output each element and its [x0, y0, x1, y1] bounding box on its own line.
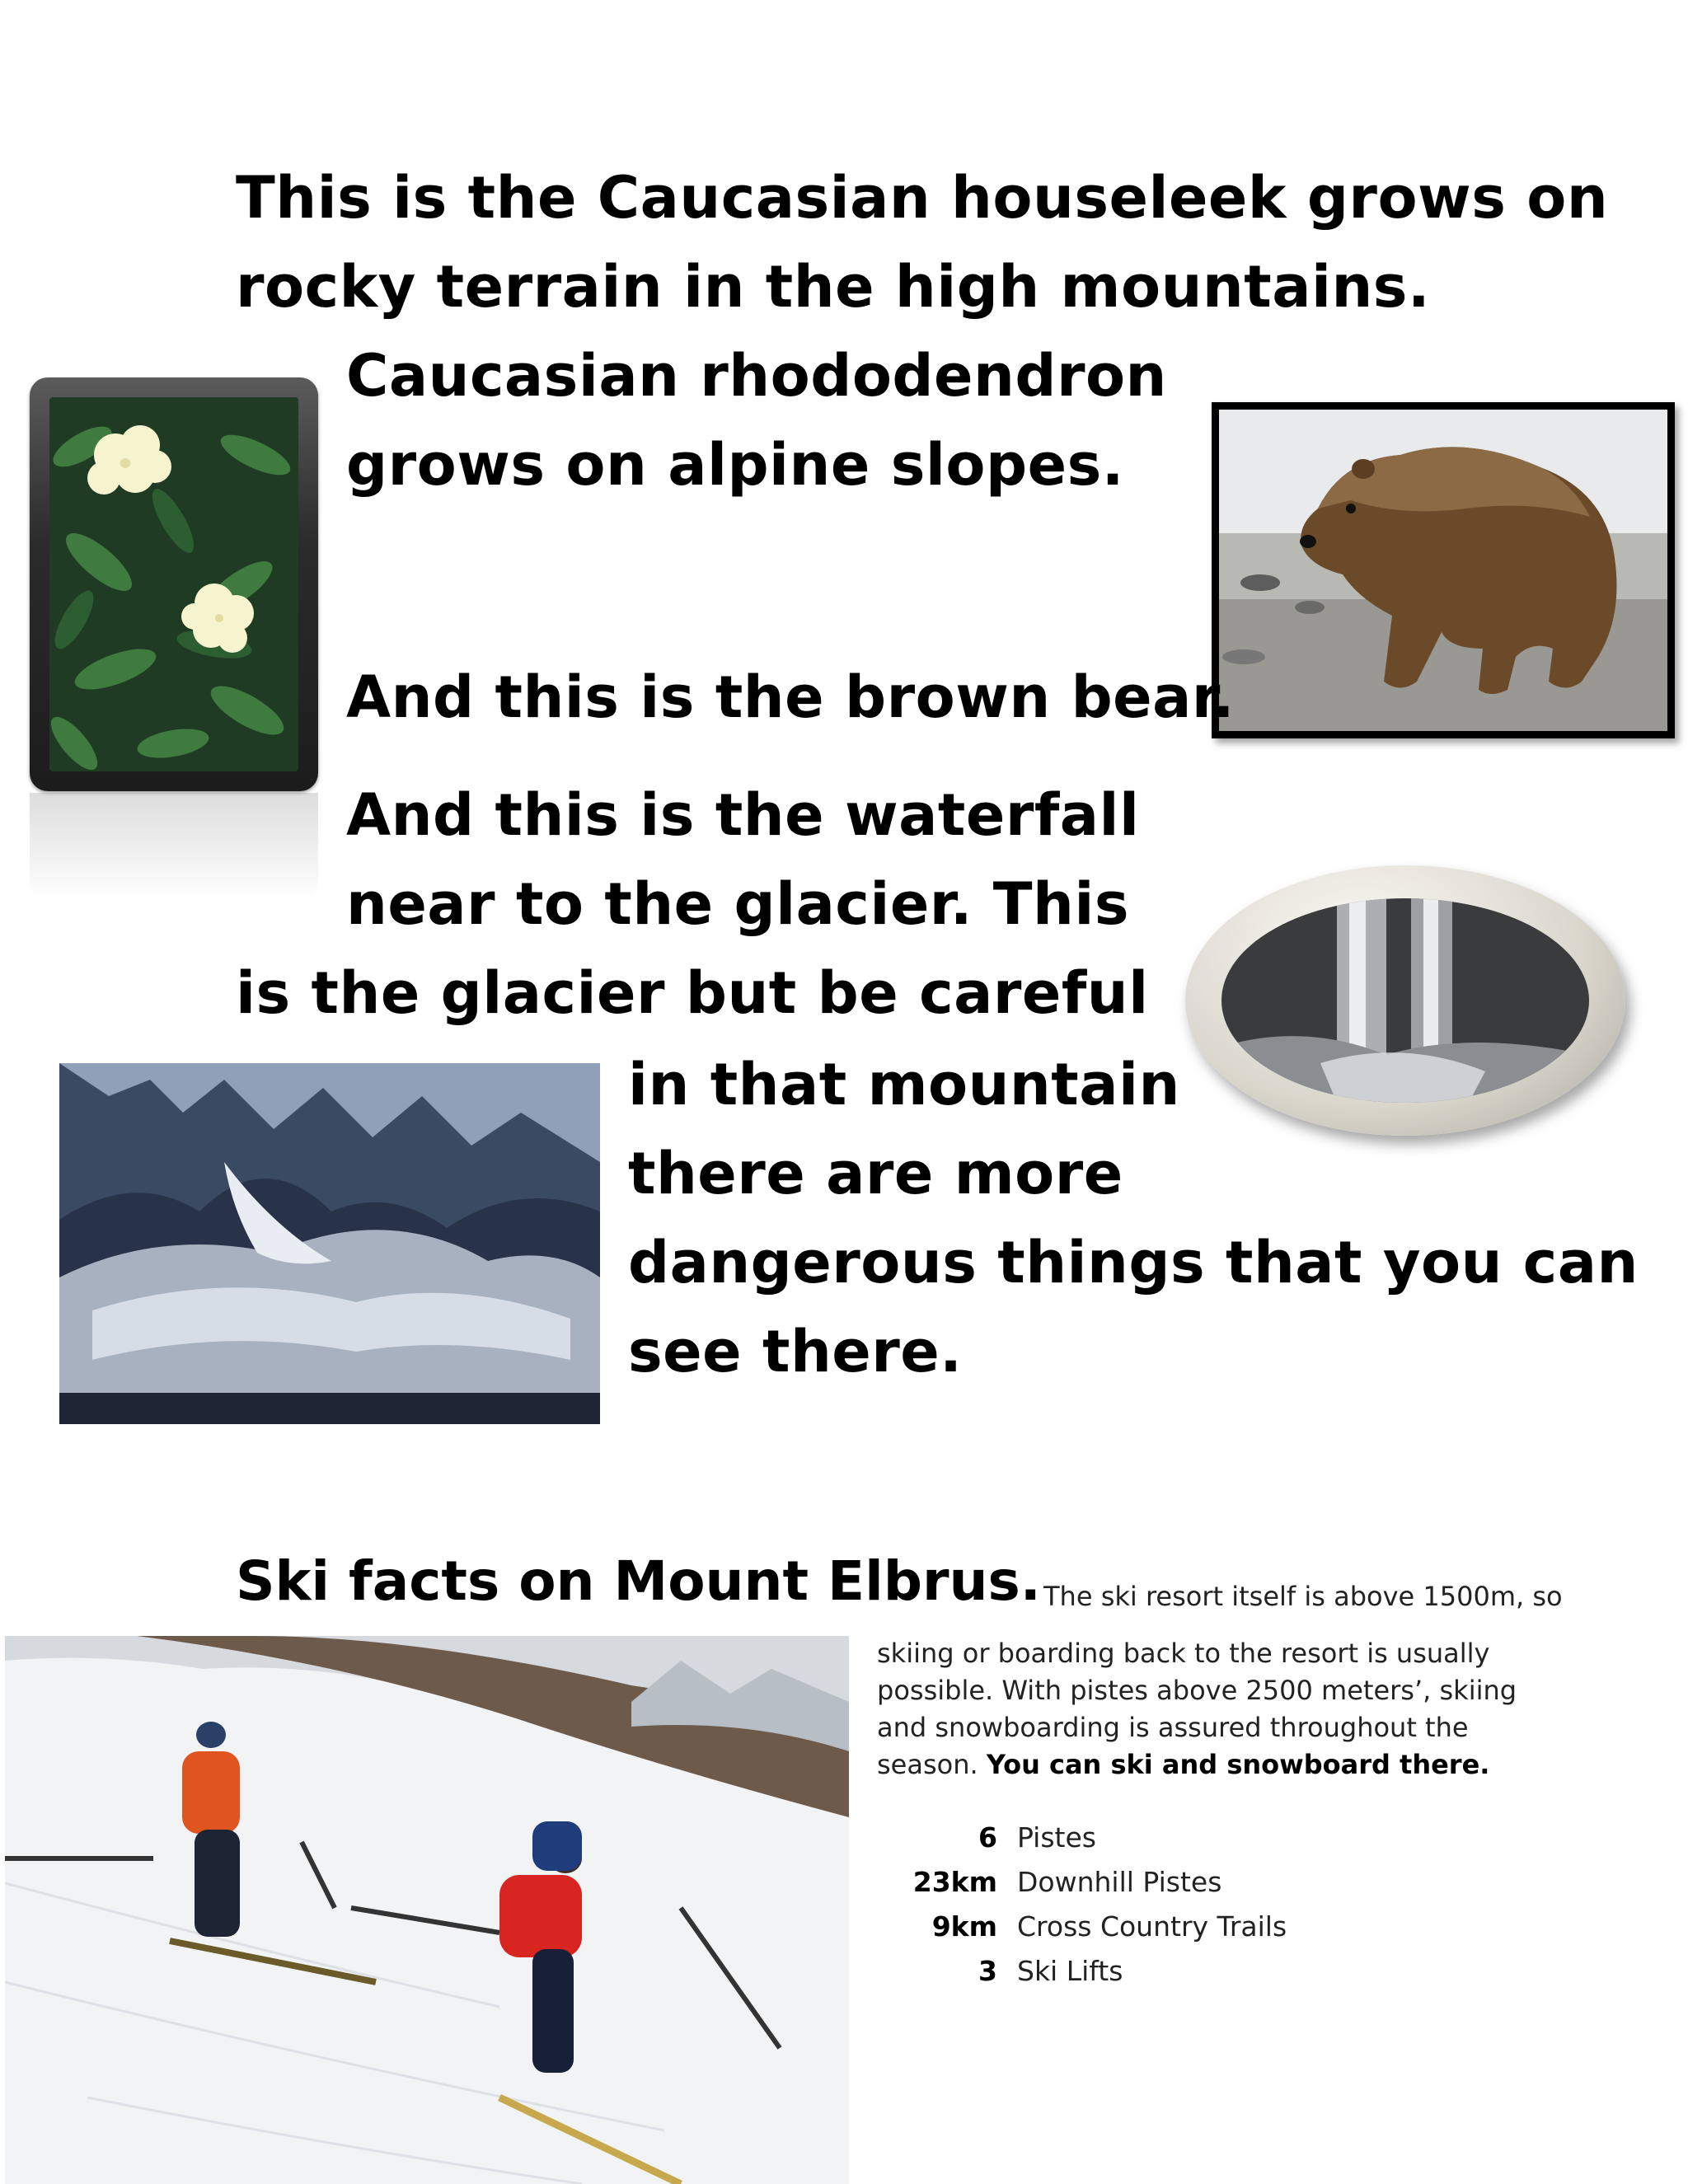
- text-line: And this is the waterfall: [346, 781, 1140, 849]
- ski-body-last: season.: [877, 1749, 978, 1780]
- bear-caption: [346, 653, 1235, 742]
- text-line: This is the Caucasian houseleek grows on: [236, 164, 1609, 232]
- rhododendron-image: [30, 377, 318, 791]
- skiers-image: [5, 1636, 849, 2184]
- text-line: grows on alpine slopes.: [346, 431, 1124, 499]
- ski-body-bold: You can ski and snowboard there.: [986, 1749, 1490, 1780]
- text-line: [877, 1746, 1619, 1783]
- brown-bear-photo: [1219, 410, 1667, 731]
- fact-value: 6: [978, 1821, 997, 1854]
- text-line: dangerous things that you can: [628, 1229, 1639, 1296]
- ski-lead-text: The ski resort itself is above 1500m, so: [1043, 1581, 1563, 1612]
- glacier-image: [59, 1063, 600, 1424]
- text-line: And this is the brown bear.: [346, 663, 1236, 731]
- text-line: skiing or boarding back to the resort is usually: [877, 1638, 1490, 1669]
- rhododendron-photo: [49, 397, 298, 771]
- fact-value: 3: [978, 1955, 997, 1987]
- waterfall-paragraph: [236, 771, 1149, 1038]
- text-line: and snowboarding is assured throughout the: [877, 1712, 1469, 1743]
- text-line: possible. With pistes above 2500 meters’, skiing: [877, 1675, 1517, 1706]
- brown-bear-image: [1212, 402, 1675, 738]
- fact-value: 9km: [931, 1910, 997, 1943]
- fact-value: 23km: [912, 1866, 997, 1898]
- text-line: Caucasian rhododendron: [346, 342, 1167, 410]
- ski-body-text: [877, 1635, 1619, 1783]
- ski-section-title: Ski facts on Mount Elbrus.: [236, 1549, 1041, 1613]
- fact-label: Downhill Pistes: [1017, 1866, 1222, 1898]
- glacier-paragraph: [628, 1040, 1639, 1396]
- fact-label: Ski Lifts: [1017, 1955, 1123, 1987]
- text-line: rocky terrain in the high mountains.: [236, 253, 1431, 321]
- text-line: see there.: [628, 1318, 963, 1385]
- text-line: in that mountain: [628, 1051, 1180, 1118]
- fact-label: Pistes: [1017, 1821, 1096, 1854]
- houseleek-paragraph: [236, 153, 1608, 331]
- fact-label: Cross Country Trails: [1017, 1910, 1287, 1943]
- text-line: is the glacier but be careful: [236, 959, 1149, 1027]
- rhododendron-paragraph: [346, 331, 1167, 509]
- text-line: near to the glacier. This: [346, 870, 1130, 938]
- text-line: there are more: [628, 1140, 1123, 1207]
- glacier-photo: [59, 1063, 600, 1424]
- skiers-photo: [5, 1636, 849, 2184]
